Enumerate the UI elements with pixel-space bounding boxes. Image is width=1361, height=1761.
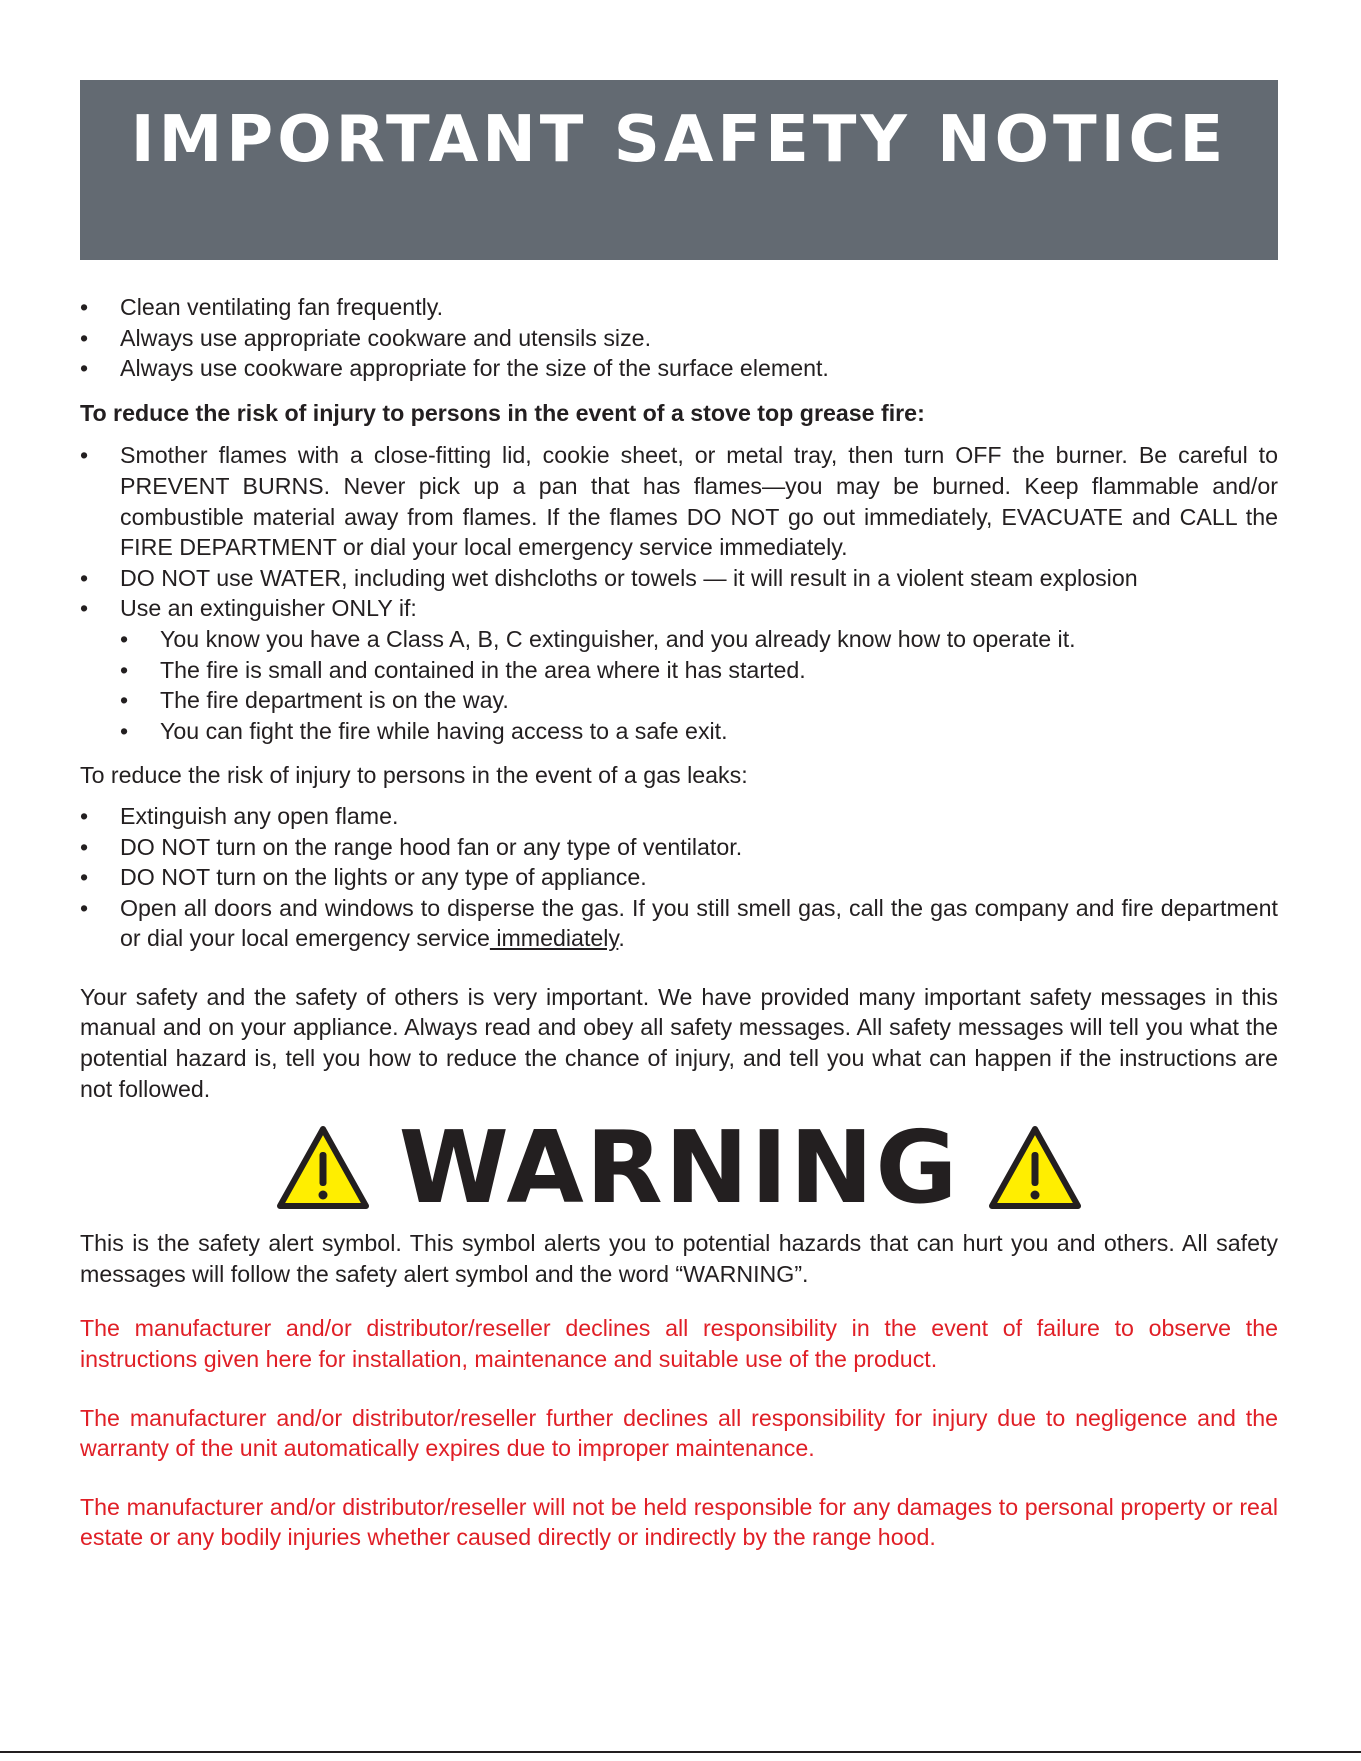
list-item: • The fire is small and contained in the area where it has started.: [120, 655, 1278, 686]
warning-banner: [80, 1109, 1278, 1227]
list-item: • You know you have a Class A, B, C extinguisher, and you already know how to operate it.: [120, 624, 1278, 655]
warning-triangle-icon: [275, 1124, 371, 1212]
gas-leak-heading: To reduce the risk of injury to persons in the event of a gas leaks:: [80, 762, 748, 789]
disclaimer-paragraph: The manufacturer and/or distributor/reseller further declines all responsibility for injury due to negligence and the warranty of the unit automatically expires due to improper maintenance.: [80, 1404, 1278, 1462]
list-item: • DO NOT turn on the lights or any type of appliance.: [80, 862, 1278, 893]
intro-bullet-list: [80, 292, 1278, 384]
list-item: [80, 893, 1278, 954]
list-item: • Smother flames with a close-fitting lid, cookie sheet, or metal tray, then turn OFF the burner. Be careful to PREVENT BURNS. Never pick up a pan that has flames—you may be burned. Keep flammable and/or combustible material away from flames. If the flames DO NOT go out immediately, EVACUATE and CALL the FIRE DEPARTMENT or dial your local emergency service immediately.: [80, 440, 1278, 562]
list-item: • Always use appropriate cookware and utensils size.: [80, 323, 1278, 354]
page-title: IMPORTANT SAFETY NOTICE: [130, 103, 1228, 177]
safety-paragraph: Your safety and the safety of others is very important. We have provided many important safety messages in this manual and on your appliance. Always read and obey all safety messages. All safety messages will tell you what the potential hazard is, tell you how to reduce the chance of injury, and tell you what can happen if the instructions are not followed.: [80, 983, 1278, 1102]
list-item: • Clean ventilating fan frequently.: [80, 292, 1278, 323]
notice-body: [80, 292, 1278, 1576]
sentence-end: .: [618, 925, 625, 952]
list-item: • You can fight the fire while having access to a safe exit.: [120, 716, 1278, 747]
disclaimer-paragraph: The manufacturer and/or distributor/reseller declines all responsibility in the event of failure to observe the instructions given here for installation, maintenance and suitable use of the product.: [80, 1315, 1278, 1373]
list-item: • DO NOT turn on the range hood fan or any type of ventilator.: [80, 832, 1278, 863]
warning-word: WARNING: [398, 1109, 960, 1227]
alert-symbol-paragraph: This is the safety alert symbol. This symbol alerts you to potential hazards that can hurt you and others. All safety messages will follow the safety alert symbol and the word “WARNING”.: [80, 1230, 1278, 1287]
list-item: • The fire department is on the way.: [120, 685, 1278, 716]
list-item: • Always use cookware appropriate for the size of the surface element.: [80, 353, 1278, 384]
warning-triangle-icon: [987, 1124, 1083, 1212]
disclaimer-paragraph: The manufacturer and/or distributor/reseller will not be held responsible for any damages to personal property or real estate or any bodily injuries whether caused directly or indirectly by the range hood.: [80, 1493, 1278, 1551]
extinguisher-conditions-list: [80, 624, 1278, 746]
grease-fire-heading: To reduce the risk of injury to persons in the event of a stove top grease fire:: [80, 399, 925, 426]
gas-leak-bullet-list: [80, 801, 1278, 954]
footer-rule: [0, 1751, 1361, 1753]
gas-leak-last-text: Open all doors and windows to disperse the gas. If you still smell gas, call the gas company and fire department or dial your local emergency service: [120, 894, 1278, 952]
list-item: • Use an extinguisher ONLY if:: [80, 593, 1278, 624]
title-banner: [80, 80, 1278, 260]
grease-fire-bullet-list: [80, 440, 1278, 624]
list-item: • DO NOT use WATER, including wet dishcloths or towels — it will result in a violent steam explosion: [80, 563, 1278, 594]
list-item: • Extinguish any open flame.: [80, 801, 1278, 832]
underlined-word: immediately: [489, 925, 619, 952]
